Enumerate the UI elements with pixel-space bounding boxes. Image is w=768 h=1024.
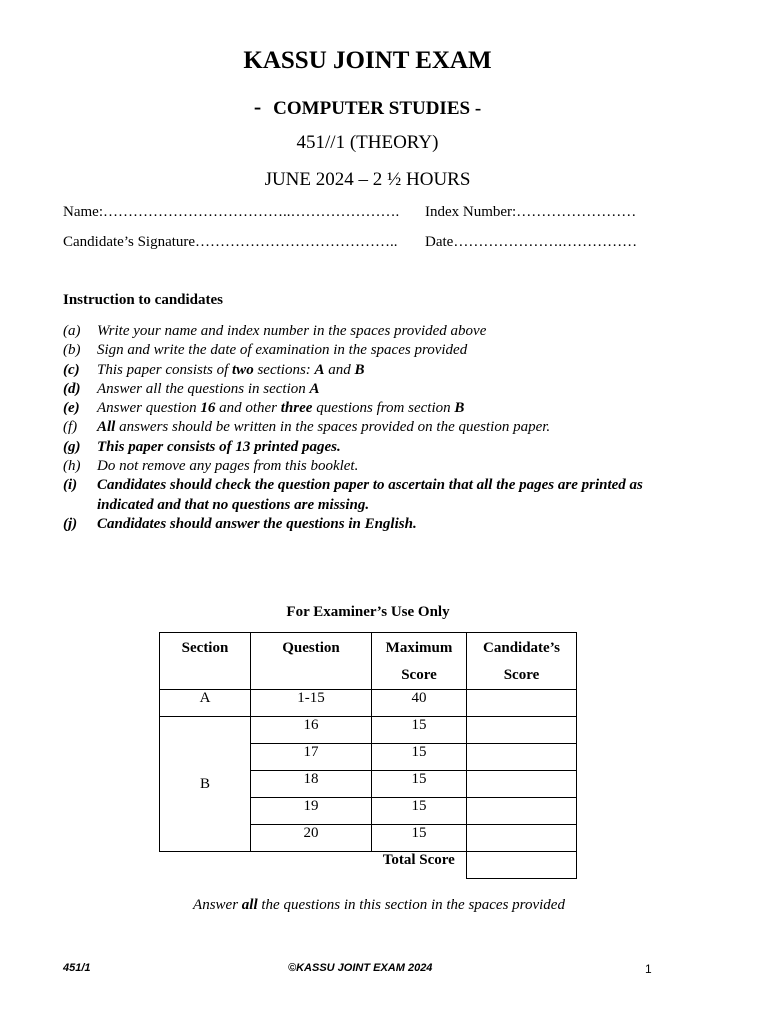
instruction-label: (g) xyxy=(63,438,81,455)
instruction-item xyxy=(63,515,663,534)
instruction-label: (e) xyxy=(63,400,80,417)
candidate-score-cell[interactable] xyxy=(467,744,577,771)
instruction-text: This paper consists of 13 printed pages. xyxy=(97,438,341,455)
instruction-item xyxy=(63,380,663,399)
instruction-item xyxy=(63,322,663,341)
instruction-item xyxy=(63,438,663,457)
date-field[interactable]: Date………………….…………… xyxy=(425,234,638,250)
question-cell: 17 xyxy=(251,744,372,771)
instruction-text: All answers should be written in the spaces provided on the question paper. xyxy=(97,419,551,436)
section-cell: A xyxy=(160,690,251,717)
max-score-cell: 15 xyxy=(372,825,467,852)
subject-heading xyxy=(0,94,735,120)
section-cell: B xyxy=(160,717,251,852)
total-score-cell[interactable] xyxy=(467,852,577,879)
instruction-label: (f) xyxy=(63,419,78,436)
instruction-text: Do not remove any pages from this booklet. xyxy=(97,458,359,475)
question-cell: 16 xyxy=(251,717,372,744)
max-score-cell: 40 xyxy=(372,690,467,717)
candidate-score-cell[interactable] xyxy=(467,771,577,798)
instruction-label: (c) xyxy=(63,361,80,378)
examiner-table-heading: For Examiner’s Use Only xyxy=(286,604,450,620)
instruction-item xyxy=(63,399,663,418)
answer-instruction: Answer all the questions in this section in the spaces provided xyxy=(193,897,565,913)
index-number-field[interactable]: Index Number:…………………… xyxy=(425,204,637,220)
max-score-cell: 15 xyxy=(372,744,467,771)
instruction-label: (a) xyxy=(63,323,81,339)
examiner-score-table xyxy=(159,632,577,879)
instruction-text: Candidates should answer the questions in English. xyxy=(97,515,417,532)
exam-title: KASSU JOINT EXAM xyxy=(243,47,492,74)
candidate-score-cell[interactable] xyxy=(467,690,577,717)
total-row xyxy=(160,852,577,879)
question-cell: 18 xyxy=(251,771,372,798)
table-row xyxy=(160,690,577,717)
instruction-label: (j) xyxy=(63,515,78,532)
col-section: Section xyxy=(160,633,251,690)
footer-paper-code: 451/1 xyxy=(63,962,91,974)
instruction-item xyxy=(63,457,663,476)
paper-code: 451//1 (THEORY) xyxy=(296,132,439,153)
name-field[interactable]: Name:………………………………..…………………. xyxy=(63,204,400,220)
col-max-score: Maximum Score xyxy=(372,633,467,690)
signature-field[interactable]: Candidate’s Signature………………………………….. xyxy=(63,234,398,250)
instruction-text: Answer all the questions in section A xyxy=(97,380,320,397)
max-score-cell: 15 xyxy=(372,771,467,798)
max-score-cell: 15 xyxy=(372,798,467,825)
total-score-label: Total Score xyxy=(382,852,455,868)
candidate-score-cell[interactable] xyxy=(467,825,577,852)
instruction-text: Write your name and index number in the spaces provided above xyxy=(97,323,487,339)
instruction-item xyxy=(63,361,663,380)
col-question: Question xyxy=(251,633,372,690)
empty-cell xyxy=(251,852,372,879)
instructions-heading: Instruction to candidates xyxy=(63,292,224,308)
candidate-score-cell[interactable] xyxy=(467,717,577,744)
instructions-list xyxy=(63,322,663,534)
question-cell: 1-15 xyxy=(251,690,372,717)
subject-dash: - xyxy=(253,94,262,119)
max-score-cell: 15 xyxy=(372,717,467,744)
instruction-item xyxy=(63,341,663,360)
instruction-item xyxy=(63,418,663,437)
page-number: 1 xyxy=(645,962,652,976)
instruction-label: (h) xyxy=(63,458,81,475)
col-candidate-score: Candidate’s Score xyxy=(467,633,577,690)
exam-date-duration: JUNE 2024 – 2 ½ HOURS xyxy=(264,169,471,190)
instruction-text: Answer question 16 and other three questions from section B xyxy=(97,400,465,417)
table-row xyxy=(160,717,577,744)
instruction-item xyxy=(63,476,663,515)
instruction-label: (b) xyxy=(63,342,81,359)
instruction-text: Candidates should check the question paper to ascertain that all the pages are printed as indicated and that no questions are missing. xyxy=(97,477,643,513)
question-cell: 19 xyxy=(251,798,372,825)
instruction-label: (i) xyxy=(63,477,78,494)
instruction-label: (d) xyxy=(63,380,81,397)
table-header-row xyxy=(160,633,577,690)
instruction-text: This paper consists of two sections: A and B xyxy=(97,361,365,378)
subject-label: COMPUTER STUDIES - xyxy=(273,98,482,119)
candidate-score-cell[interactable] xyxy=(467,798,577,825)
empty-cell xyxy=(160,852,251,879)
instruction-text: Sign and write the date of examination in the spaces provided xyxy=(97,342,468,359)
question-cell: 20 xyxy=(251,825,372,852)
footer-copyright: ©KASSU JOINT EXAM 2024 xyxy=(288,962,433,974)
